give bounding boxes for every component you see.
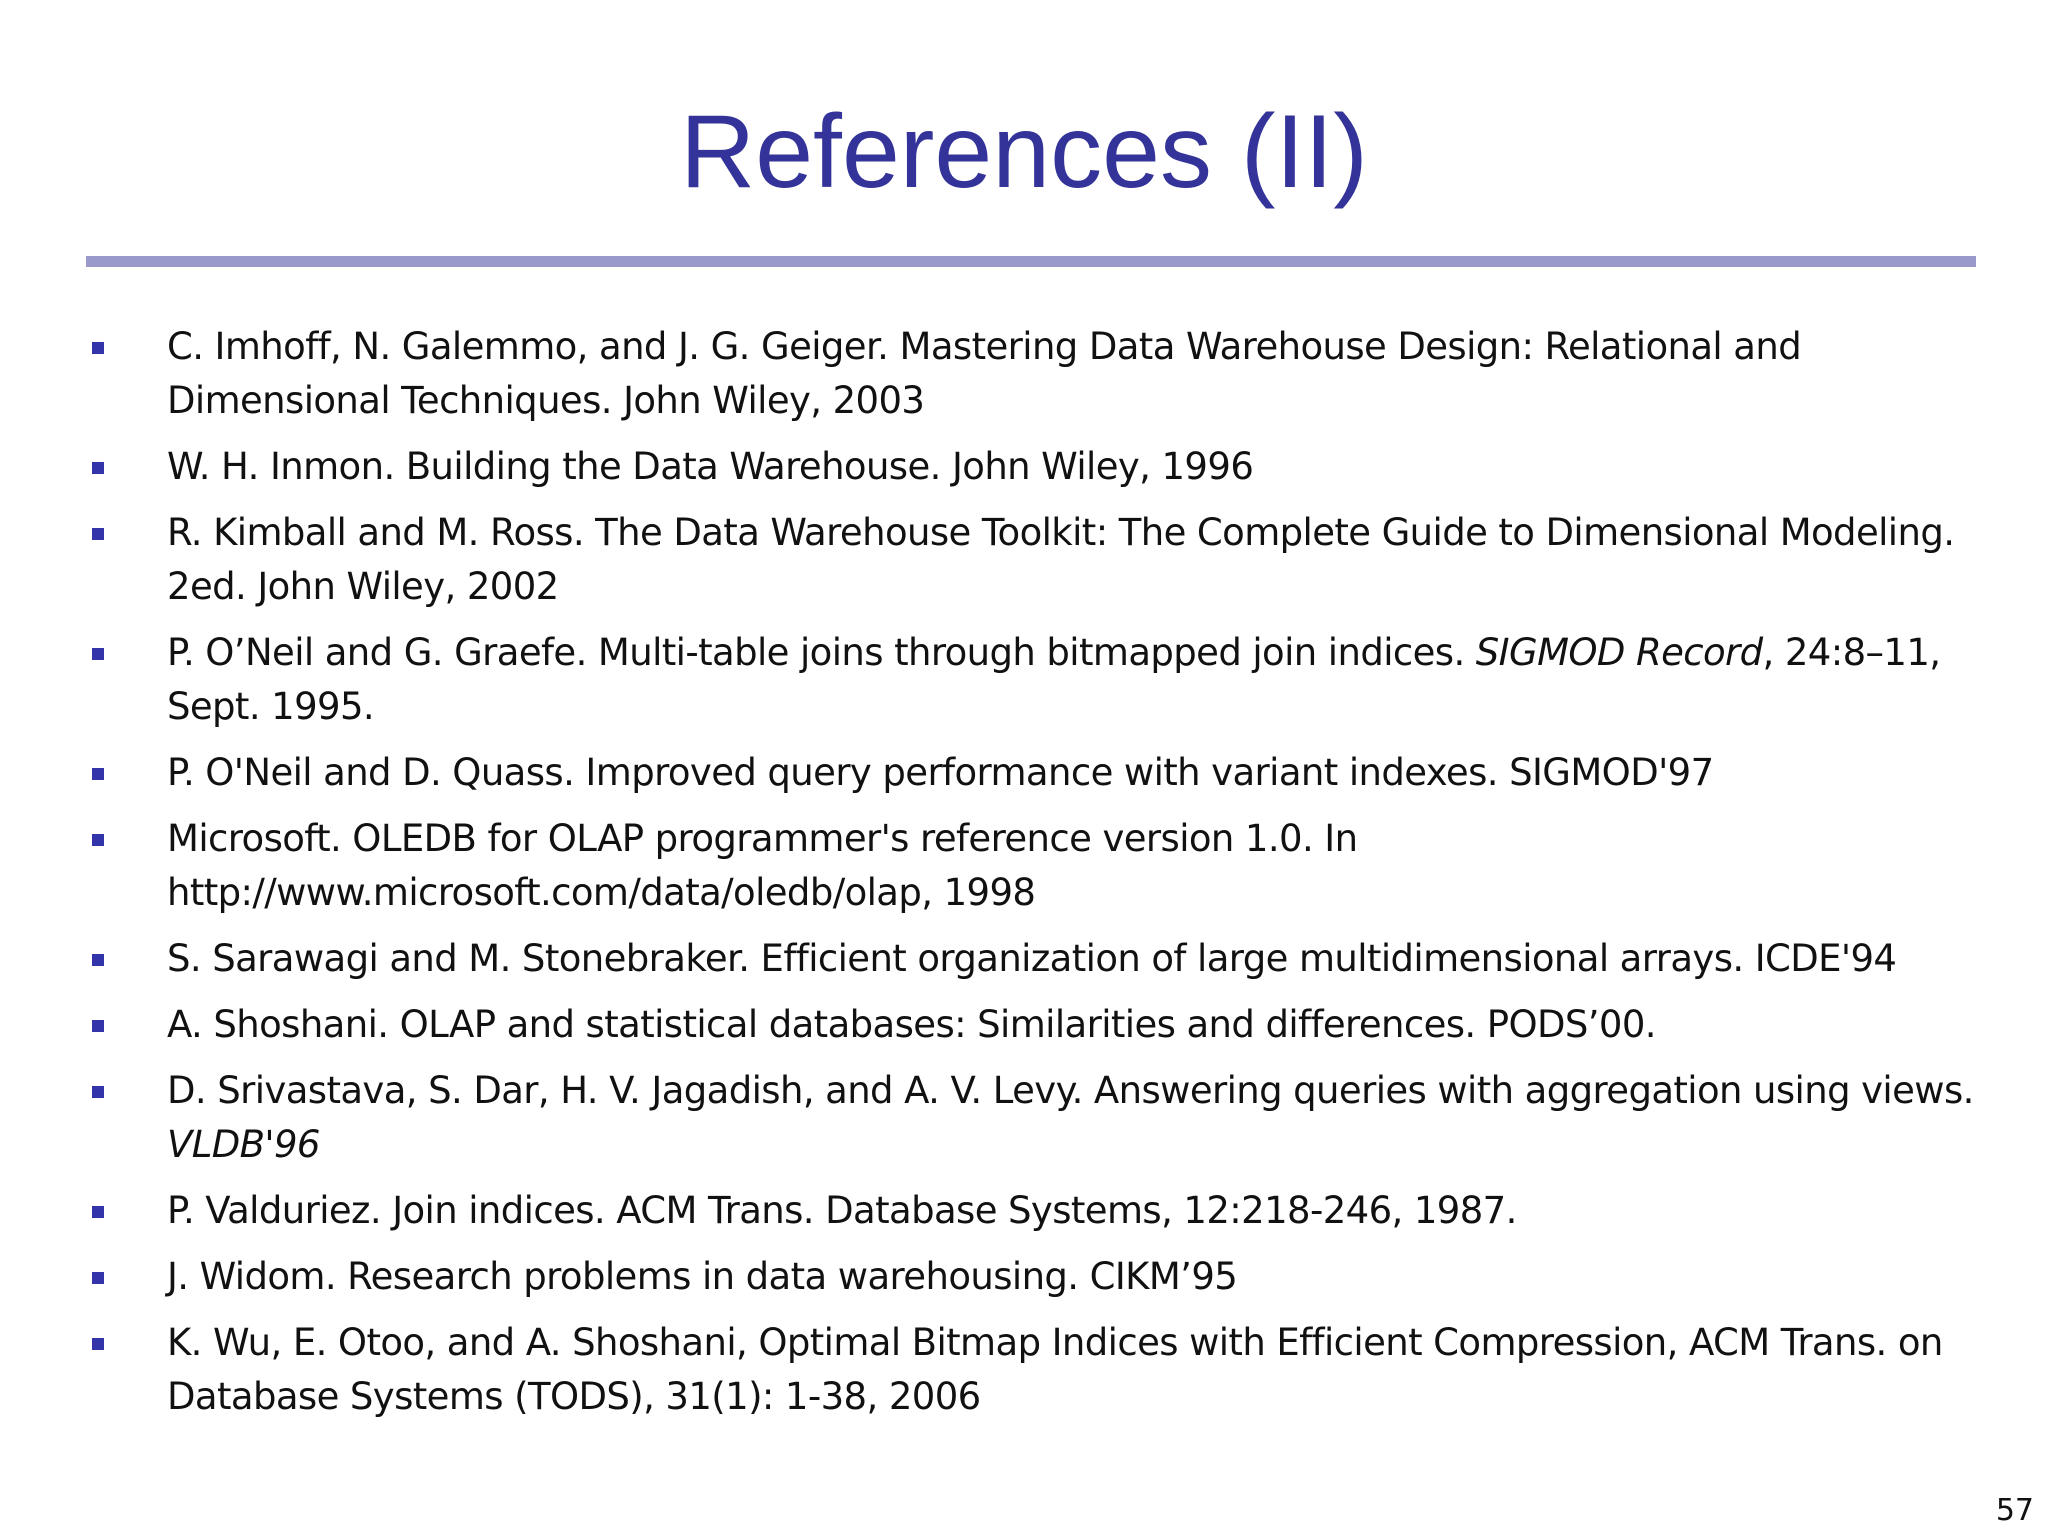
square-bullet-icon bbox=[92, 1086, 104, 1098]
square-bullet-icon bbox=[92, 768, 104, 780]
reference-text bbox=[167, 1069, 1974, 1166]
square-bullet-icon bbox=[92, 648, 104, 660]
reference-text: J. Widom. Research problems in data warehousing. CIKM’95 bbox=[167, 1255, 1238, 1298]
square-bullet-icon bbox=[92, 1272, 104, 1284]
reference-text: K. Wu, E. Otoo, and A. Shoshani, Optimal Bitmap Indices with Efficient Compression, ACM Trans. on Database Systems (TODS), 31(1): 1-38, 2006 bbox=[167, 1321, 1943, 1418]
reference-item-6 bbox=[0, 812, 2048, 920]
square-bullet-icon bbox=[92, 528, 104, 540]
reference-text: S. Sarawagi and M. Stonebraker. Efficient organization of large multidimensional arrays. ICDE'94 bbox=[167, 937, 1897, 980]
reference-text-tail: , 24:8–11, Sept. 1995. bbox=[167, 631, 1941, 728]
reference-text: R. Kimball and M. Ross. The Data Warehouse Toolkit: The Complete Guide to Dimensional Modeling. 2ed. John Wiley, 2002 bbox=[167, 511, 1955, 608]
reference-item-4 bbox=[0, 626, 2048, 734]
reference-text bbox=[167, 631, 1940, 728]
square-bullet-icon bbox=[92, 462, 104, 474]
reference-item-8 bbox=[0, 998, 2048, 1052]
reference-item-12 bbox=[0, 1316, 2048, 1424]
reference-text-main: P. O’Neil and G. Graefe. Multi-table joins through bitmapped join indices. bbox=[167, 631, 1476, 674]
reference-item-3 bbox=[0, 506, 2048, 614]
reference-item-2 bbox=[0, 440, 2048, 494]
reference-text: Microsoft. OLEDB for OLAP programmer's reference version 1.0. In http://www.microsoft.com/data/oledb/olap, 1998 bbox=[167, 817, 1358, 914]
reference-list bbox=[0, 320, 2048, 1436]
reference-item-5 bbox=[0, 746, 2048, 800]
reference-text: C. Imhoff, N. Galemmo, and J. G. Geiger. Mastering Data Warehouse Design: Relational and Dimensional Techniques. John Wiley, 2003 bbox=[167, 325, 1802, 422]
venue-name: SIGMOD Record bbox=[1475, 631, 1763, 674]
slide-title: References (II) bbox=[680, 94, 1368, 210]
reference-text: W. H. Inmon. Building the Data Warehouse. John Wiley, 1996 bbox=[167, 445, 1254, 488]
title-divider bbox=[86, 256, 1976, 267]
reference-text: A. Shoshani. OLAP and statistical databases: Similarities and differences. PODS’00. bbox=[167, 1003, 1656, 1046]
reference-item-7 bbox=[0, 932, 2048, 986]
reference-item-10 bbox=[0, 1184, 2048, 1238]
reference-item-9 bbox=[0, 1064, 2048, 1172]
square-bullet-icon bbox=[92, 1206, 104, 1218]
square-bullet-icon bbox=[92, 1338, 104, 1350]
square-bullet-icon bbox=[92, 834, 104, 846]
reference-item-11 bbox=[0, 1250, 2048, 1304]
reference-text: P. Valduriez. Join indices. ACM Trans. Database Systems, 12:218-246, 1987. bbox=[167, 1189, 1517, 1232]
square-bullet-icon bbox=[92, 342, 104, 354]
venue-name: VLDB'96 bbox=[167, 1123, 320, 1166]
reference-item-1 bbox=[0, 320, 2048, 428]
square-bullet-icon bbox=[92, 954, 104, 966]
square-bullet-icon bbox=[92, 1020, 104, 1032]
reference-text-main: D. Srivastava, S. Dar, H. V. Jagadish, and A. V. Levy. Answering queries with aggregation using views. bbox=[167, 1069, 1974, 1112]
page-number: 57 bbox=[1995, 1493, 2034, 1528]
reference-text: P. O'Neil and D. Quass. Improved query performance with variant indexes. SIGMOD'97 bbox=[167, 751, 1714, 794]
